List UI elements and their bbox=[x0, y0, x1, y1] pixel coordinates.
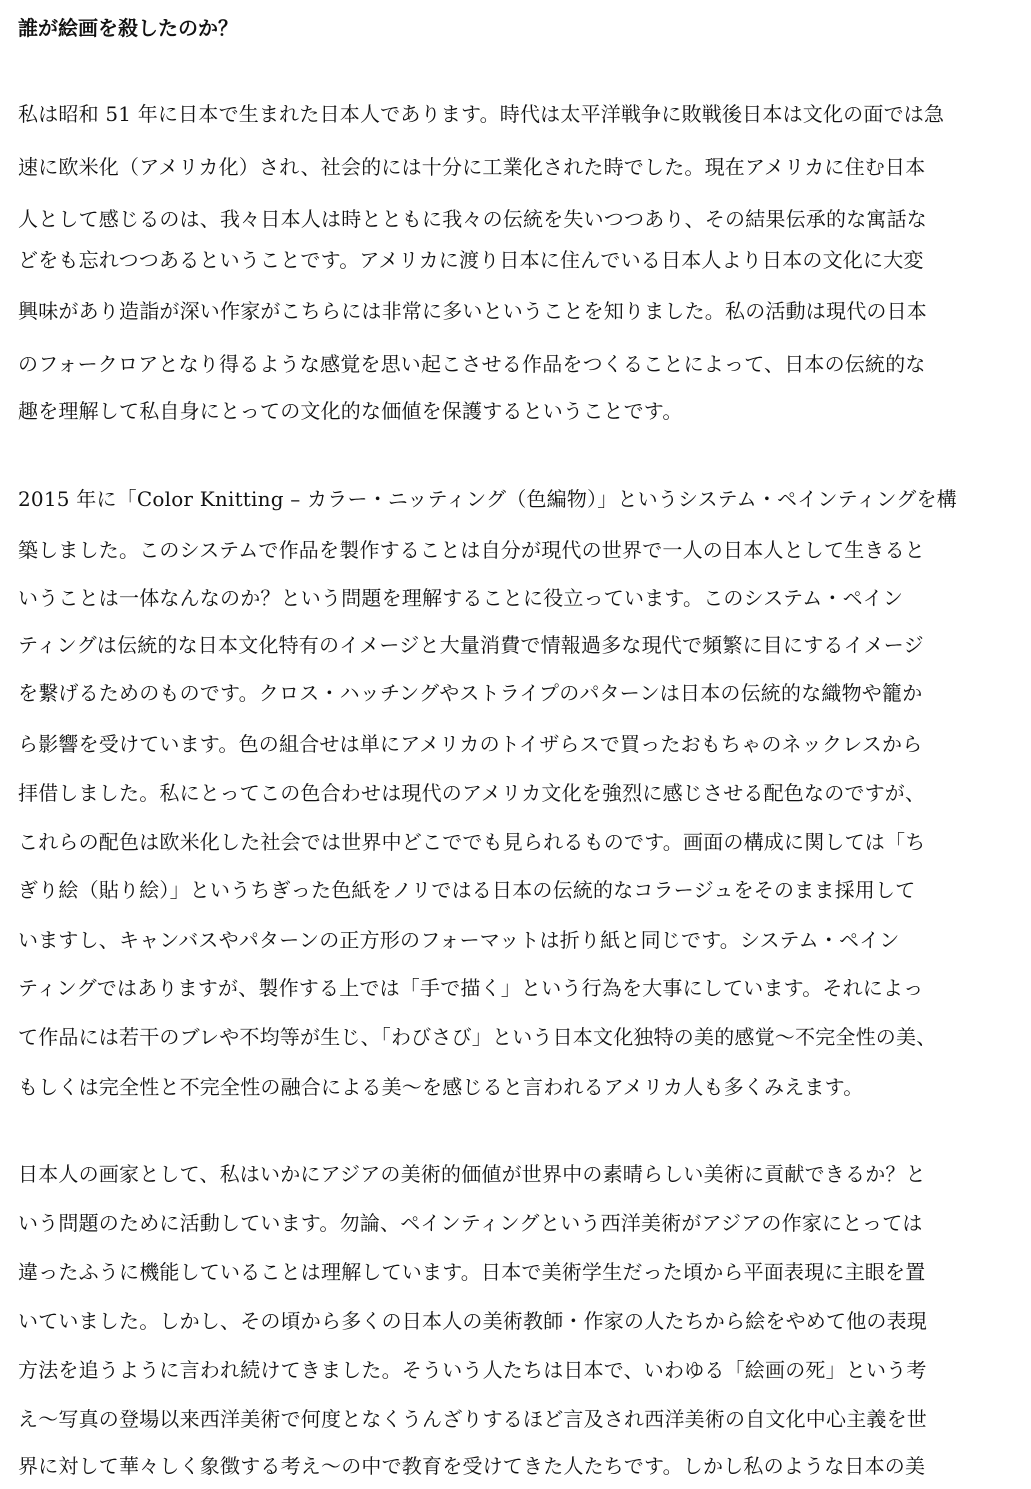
text-line: 2015 年に「Color Knitting – カラー・ニッティング（色編物）」というシステム・ペインティングを構 bbox=[18, 487, 957, 511]
text-line: どをも忘れつつあるということです。アメリカに渡り日本に住んでいる日本人より日本の文化に大変 bbox=[18, 248, 924, 272]
text-line: もしくは完全性と不完全性の融合による美～を感じると言われるアメリカ人も多くみえます。 bbox=[18, 1075, 864, 1099]
text-line: え～写真の登場以来西洋美術で何度となくうんざりするほど言及され西洋美術の自文化中心主義を世 bbox=[18, 1407, 927, 1431]
text-line: 興味があり造詣が深い作家がこちらには非常に多いということを知りました。私の活動は現代の日本 bbox=[18, 299, 927, 323]
text-line: ティングではありますが、製作する上では「手で描く」という行為を大事にしています。それによっ bbox=[18, 976, 924, 1000]
text-line: を繋げるためのものです。クロス・ハッチングやストライプのパターンは日本の伝統的な織物や籠か bbox=[18, 681, 923, 705]
text-line: ぎり絵（貼り絵）」というちぎった色紙をノリではる日本の伝統的なコラージュをそのまま採用して bbox=[18, 878, 916, 902]
text-line: ティングは伝統的な日本文化特有のイメージと大量消費で情報過多な現代で頻繁に目にするイメージ bbox=[18, 633, 924, 657]
text-line: て作品には若干のブレや不均等が生じ、「わびさび」という日本文化独特の美的感覚～不完全性の美、 bbox=[18, 1025, 937, 1049]
text-line: 築しました。このシステムで作品を製作することは自分が現代の世界で一人の日本人として生きると bbox=[18, 538, 925, 562]
text-line: のフォークロアとなり得るような感覚を思い起こさせる作品をつくることによって、日本の伝統的な bbox=[18, 352, 926, 376]
page-title: 誰が絵画を殺したのか？ bbox=[18, 16, 238, 40]
text-line: いう問題のために活動しています。勿論、ペインティングという西洋美術がアジアの作家にとっては bbox=[18, 1211, 923, 1235]
text-line: 人として感じるのは、我々日本人は時とともに我々の伝統を失いつつあり、その結果伝承的な寓話な bbox=[18, 207, 927, 231]
text-line: いていました。しかし、その頃から多くの日本人の美術教師・作家の人たちから絵をやめて他の表現 bbox=[18, 1309, 927, 1333]
text-line: 速に欧米化（アメリカ化）され、社会的には十分に工業化された時でした。現在アメリカに住む日本 bbox=[18, 155, 926, 179]
text-line: これらの配色は欧米化した社会では世界中どこででも見られるものです。画面の構成に関しては「ち bbox=[18, 830, 926, 854]
text-line: 界に対して華々しく象徴する考え～の中で教育を受けてきた人たちです。しかし私のような日本の美 bbox=[18, 1454, 926, 1478]
text-line: 私は昭和 51 年に日本で生まれた日本人であります。時代は太平洋戦争に敗戦後日本は文化の面では急 bbox=[18, 102, 945, 126]
text-line: 日本人の画家として、私はいかにアジアの美術的価値が世界中の素晴らしい美術に貢献できるか？と bbox=[18, 1162, 926, 1186]
text-line: 違ったふうに機能していることは理解しています。日本で美術学生だった頃から平面表現に主眼を置 bbox=[18, 1260, 926, 1284]
text-line: いうことは一体なんなのか？という問題を理解することに役立っています。このシステム・ペイン bbox=[18, 586, 904, 610]
text-line: ら影響を受けています。色の組合せは単にアメリカのトイザらスで買ったおもちゃのネックレスから bbox=[18, 732, 923, 756]
text-line: いますし、キャンバスやパターンの正方形のフォーマットは折り紙と同じです。システム・ペイン bbox=[18, 928, 900, 952]
text-line: 趣を理解して私自身にとっての文化的な価値を保護するということです。 bbox=[18, 399, 683, 423]
text-line: 拝借しました。私にとってこの色合わせは現代のアメリカ文化を強烈に感じさせる配色なのですが、 bbox=[18, 781, 926, 805]
text-line: 方法を追うように言われ続けてきました。そういう人たちは日本で、いわゆる「絵画の死」という考 bbox=[18, 1358, 927, 1382]
